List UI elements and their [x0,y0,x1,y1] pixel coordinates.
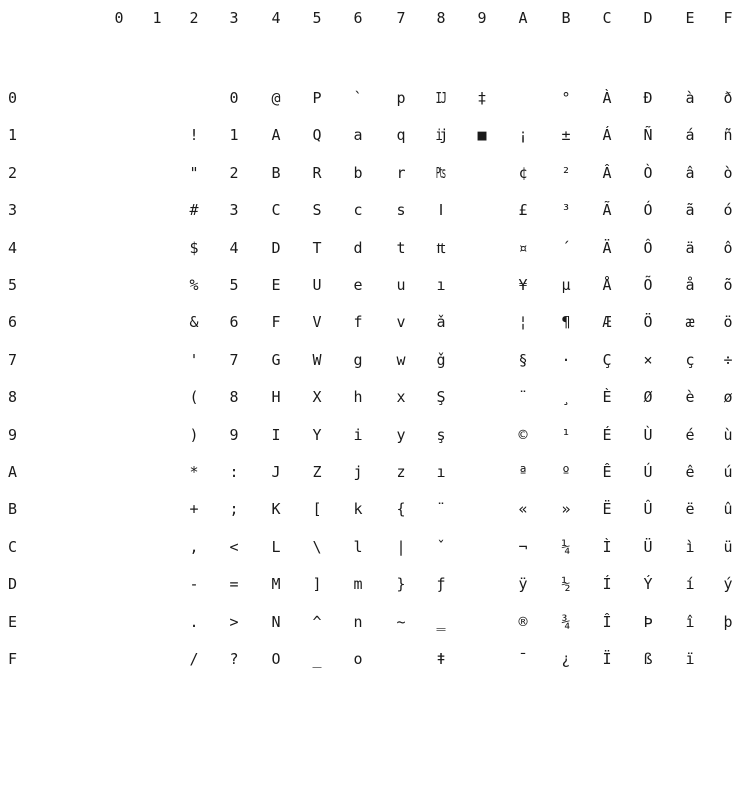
glyph-cell: § [518,350,528,369]
glyph-cell: ] [312,575,322,594]
glyph-cell: Ó [643,201,653,220]
column-header: C [602,9,612,27]
glyph-cell: Ø [643,388,653,407]
glyph-cell: ë [685,500,695,519]
column-header: 5 [312,9,322,27]
row-header: 1 [8,126,18,145]
row-header: F [8,650,18,668]
glyph-cell: ˇ [436,537,446,556]
glyph-cell: Å [602,276,612,294]
glyph-cell: Ö [643,313,653,332]
glyph-cell: à [685,89,695,107]
glyph-cell: / [189,650,199,668]
glyph-cell: ö [723,313,733,332]
glyph-cell: s [396,201,406,220]
glyph-cell: v [396,313,406,332]
glyph-cell: å [685,276,695,294]
glyph-cell: ` [353,89,363,107]
row-header: 5 [8,276,18,294]
glyph-cell: R [312,163,322,182]
row-header: C [8,537,18,556]
glyph-cell: 7 [229,350,239,369]
glyph-cell: + [189,500,199,519]
glyph-cell: ® [518,612,528,631]
glyph-cell: = [229,575,239,594]
glyph-cell: ä [685,238,695,257]
glyph-cell: l [353,537,363,556]
glyph-cell: [ [312,500,322,519]
glyph-cell: ê [685,463,695,481]
glyph-cell: } [396,575,406,594]
row-header: 7 [8,350,18,369]
row-header: 8 [8,388,18,407]
glyph-cell: ¿ [561,650,571,668]
glyph-cell: m [353,575,363,594]
glyph-cell: $ [189,238,199,257]
row-header: 2 [8,163,18,182]
glyph-cell: é [685,425,695,444]
glyph-cell: a [353,126,363,145]
glyph-cell: ₶ [436,238,446,257]
glyph-cell: ú [723,463,733,481]
glyph-cell: 2 [229,163,239,182]
glyph-cell: < [229,537,239,556]
glyph-cell: # [189,201,199,220]
column-header: 1 [152,9,162,27]
glyph-cell: V [312,313,322,332]
row-header: 4 [8,238,18,257]
glyph-cell: Ý [643,575,653,594]
glyph-cell: ³ [561,201,571,220]
glyph-cell: È [602,388,612,407]
glyph-cell: Ĳ [436,89,446,107]
glyph-cell: E [271,276,281,294]
glyph-cell: W [312,350,322,369]
glyph-cell: ¥ [518,276,528,294]
glyph-cell: ÿ [518,575,528,594]
glyph-cell: Ã [602,201,612,220]
column-header: B [561,9,571,27]
glyph-cell: Ü [643,537,653,556]
glyph-cell: ¹ [561,425,571,444]
glyph-cell: L [271,537,281,556]
glyph-cell: ¡ [518,126,528,145]
glyph-cell: Ú [643,463,653,481]
glyph-cell: i [353,425,363,444]
column-header: 9 [477,9,487,27]
glyph-cell: Ë [602,500,612,519]
glyph-cell: þ [723,612,733,631]
row-header: 9 [8,425,18,444]
glyph-cell: ¢ [518,163,528,182]
column-header: F [723,9,733,27]
glyph-cell: · [561,350,571,369]
glyph-cell: 5 [229,276,239,294]
glyph-cell: u [396,276,406,294]
glyph-cell: ì [685,537,695,556]
glyph-cell: Ê [602,463,612,481]
glyph-cell: Þ [643,612,653,631]
glyph-cell: p [396,89,406,107]
glyph-cell: ¸ [561,388,571,407]
glyph-cell: . [189,612,199,631]
glyph-cell: ■ [477,126,487,145]
glyph-cell: C [271,201,281,220]
glyph-cell: - [189,575,199,594]
glyph-cell: ï [685,650,695,668]
glyph-cell: ¤ [518,238,528,257]
glyph-cell: e [353,276,363,294]
glyph-cell: ¾ [561,612,571,631]
column-header: D [643,9,653,27]
glyph-cell: Ò [643,163,653,182]
glyph-cell: Û [643,500,653,519]
glyph-cell: " [189,163,199,182]
glyph-cell: ( [189,388,199,407]
glyph-cell: ş [436,425,446,444]
glyph-cell: Z [312,463,322,481]
glyph-cell: Y [312,425,322,444]
glyph-cell: F [271,313,281,332]
glyph-cell: î [685,612,695,631]
glyph-cell: ı [436,276,446,294]
glyph-cell: ÷ [723,350,733,369]
glyph-cell: ‡ [477,89,487,107]
glyph-cell: Á [602,126,612,145]
glyph-cell: k [353,500,363,519]
glyph-cell: ý [723,575,733,594]
glyph-cell: 8 [229,388,239,407]
glyph-cell: | [396,537,406,556]
glyph-cell: g [353,350,363,369]
glyph-cell: ù [723,425,733,444]
glyph-cell: ô [723,238,733,257]
column-header: 3 [229,9,239,27]
glyph-cell: ¨ [436,500,446,519]
glyph-cell: 0 [229,89,239,107]
glyph-cell: Ì [602,537,612,556]
glyph-cell: À [602,89,612,107]
glyph-cell: ¶ [561,313,571,332]
glyph-cell: ó [723,201,733,220]
glyph-cell: D [271,238,281,257]
column-header: 7 [396,9,406,27]
glyph-cell: N [271,612,281,631]
glyph-cell: z [396,463,406,481]
glyph-cell: Æ [602,313,612,332]
glyph-cell: H [271,388,281,407]
glyph-cell: µ [561,276,571,294]
glyph-cell: ð [723,89,733,107]
glyph-cell: » [561,500,571,519]
column-header: 8 [436,9,446,27]
glyph-cell: ǎ [436,313,446,332]
glyph-cell: o [353,650,363,668]
glyph-cell: É [602,425,612,444]
glyph-cell: ° [561,89,571,107]
glyph-cell: ¬ [518,537,528,556]
glyph-cell: ; [229,500,239,519]
glyph-cell: è [685,388,695,407]
glyph-cell: A [271,126,281,145]
glyph-cell: í [685,575,695,594]
glyph-cell: f [353,313,363,332]
glyph-cell: Õ [643,276,653,294]
glyph-cell: 4 [229,238,239,257]
glyph-cell: ₧ [436,163,446,182]
column-header: 4 [271,9,281,27]
glyph-cell: á [685,126,695,145]
row-header: A [8,463,18,481]
glyph-cell: Ù [643,425,653,444]
glyph-cell: û [723,500,733,519]
glyph-cell: Ş [436,388,446,407]
glyph-cell: b [353,163,363,182]
glyph-cell: ¼ [561,537,571,556]
glyph-cell: ª [518,463,528,481]
glyph-cell: Â [602,163,612,182]
glyph-cell: ) [189,425,199,444]
glyph-cell: Ñ [643,126,653,145]
glyph-cell: ß [643,650,653,668]
glyph-cell: X [312,388,322,407]
column-header: 0 [114,9,124,27]
glyph-cell: ^ [312,612,322,631]
glyph-cell: ǧ [436,350,446,369]
row-header: 6 [8,313,18,332]
glyph-cell: U [312,276,322,294]
glyph-cell: â [685,163,695,182]
glyph-cell: ñ [723,126,733,145]
glyph-cell: M [271,575,281,594]
glyph-cell: % [189,276,199,294]
glyph-cell: Î [602,612,612,631]
glyph-cell: ¯ [518,650,528,668]
glyph-cell: ± [561,126,571,145]
glyph-cell: y [396,425,406,444]
glyph-cell: ü [723,537,733,556]
glyph-cell: × [643,350,653,369]
glyph-cell: ~ [396,612,406,631]
row-header: E [8,612,18,631]
glyph-cell: P [312,89,322,107]
glyph-cell: d [353,238,363,257]
glyph-cell: õ [723,276,733,294]
glyph-cell: 1 [229,126,239,145]
glyph-cell: K [271,500,281,519]
glyph-cell: * [189,463,199,481]
glyph-cell: _ [312,650,322,668]
glyph-cell: Ï [602,650,612,668]
glyph-cell: q [396,126,406,145]
glyph-cell: ĳ [436,126,446,145]
glyph-cell: > [229,612,239,631]
glyph-cell: x [396,388,406,407]
glyph-cell: ´ [561,238,571,257]
glyph-cell: 9 [229,425,239,444]
glyph-cell: { [396,500,406,519]
glyph-cell: ã [685,201,695,220]
glyph-cell: º [561,463,571,481]
glyph-cell: ‗ [436,612,446,631]
glyph-cell: Ç [602,350,612,369]
glyph-cell: S [312,201,322,220]
glyph-cell: £ [518,201,528,220]
glyph-cell: & [189,313,199,332]
glyph-cell: r [396,163,406,182]
glyph-cell: ǂ [436,650,446,668]
glyph-cell: ¦ [518,313,528,332]
row-header: D [8,575,18,594]
glyph-cell: 6 [229,313,239,332]
glyph-cell: ' [189,350,199,369]
glyph-cell: « [518,500,528,519]
glyph-cell: \ [312,537,322,556]
glyph-cell: ǀ [436,201,446,220]
glyph-cell: ƒ [436,575,446,594]
glyph-cell: Ô [643,238,653,257]
glyph-cell: n [353,612,363,631]
column-header: 2 [189,9,199,27]
column-header: E [685,9,695,27]
glyph-cell: ! [189,126,199,145]
glyph-cell: w [396,350,406,369]
glyph-cell: j [353,463,363,481]
glyph-cell: 3 [229,201,239,220]
glyph-cell: Í [602,575,612,594]
glyph-cell: © [518,425,528,444]
glyph-cell: G [271,350,281,369]
glyph-cell: ¨ [518,388,528,407]
glyph-cell: c [353,201,363,220]
glyph-cell: ? [229,650,239,668]
row-header: 3 [8,201,18,220]
glyph-cell: O [271,650,281,668]
glyph-cell: ç [685,350,695,369]
glyph-cell: J [271,463,281,481]
glyph-cell: T [312,238,322,257]
glyph-cell: ò [723,163,733,182]
glyph-cell: ½ [561,575,571,594]
glyph-cell: ² [561,163,571,182]
glyph-cell: æ [685,313,695,332]
glyph-cell: t [396,238,406,257]
glyph-cell: : [229,463,239,481]
glyph-cell: ø [723,388,733,407]
column-header: A [518,9,528,27]
glyph-cell: B [271,163,281,182]
glyph-cell: h [353,388,363,407]
glyph-cell: Ä [602,238,612,257]
glyph-cell: , [189,537,199,556]
glyph-cell: Ð [643,89,653,107]
glyph-cell: @ [271,89,281,107]
glyph-cell: I [271,425,281,444]
glyph-cell: ı [436,463,446,481]
row-header: 0 [8,89,18,107]
column-header: 6 [353,9,363,27]
row-header: B [8,500,18,519]
glyph-cell: Q [312,126,322,145]
